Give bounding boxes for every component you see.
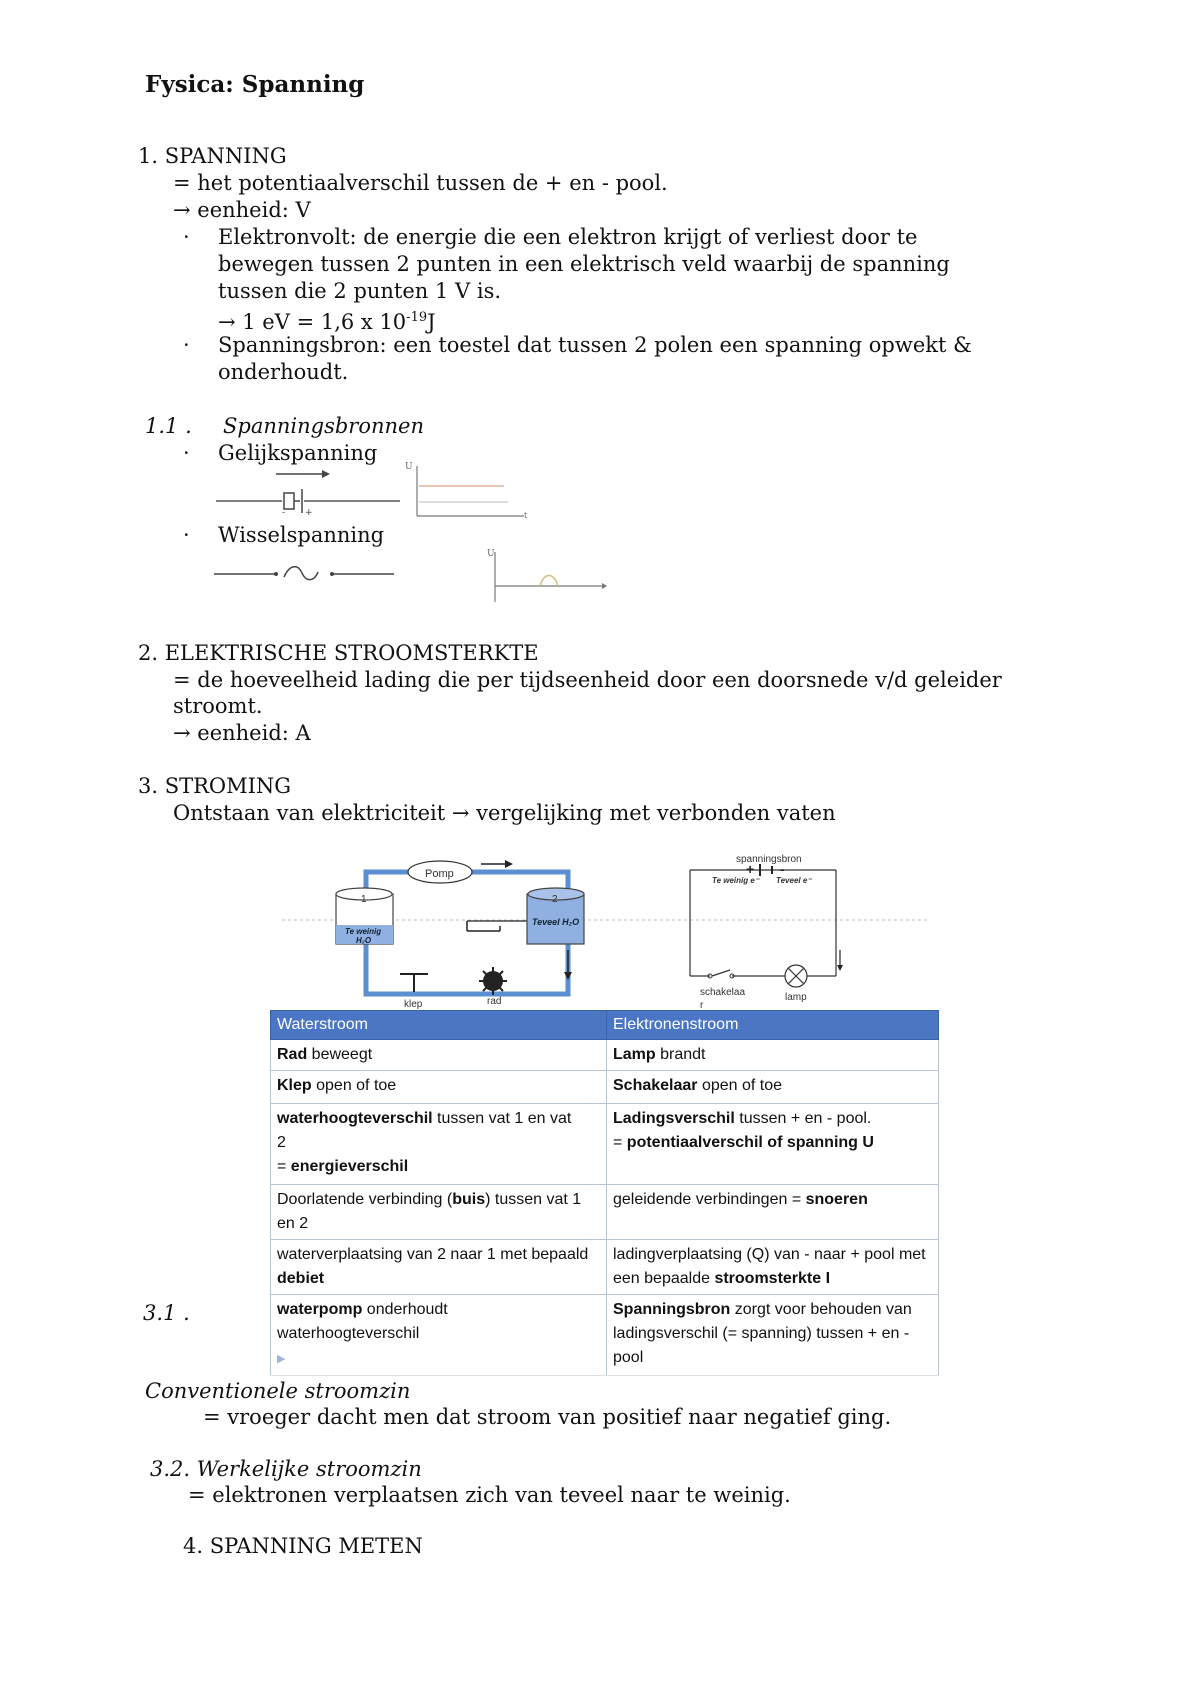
table-row: [271, 1240, 939, 1295]
section-3-2-heading: 3.2. Werkelijke stroomzin: [150, 1457, 422, 1481]
section-1-heading: 1. SPANNING: [138, 144, 287, 168]
bullet-icon: ·: [183, 225, 190, 249]
schakelaar-label-2: r: [700, 1000, 704, 1011]
table-cell: Klep open of toe: [271, 1071, 607, 1104]
electronvolt-line-2: bewegen tussen 2 punten in een elektrisch veld waarbij de spanning: [218, 252, 950, 276]
svg-text:-: -: [282, 508, 286, 518]
section-3-1-heading: Conventionele stroomzin: [145, 1379, 411, 1403]
section-3-2-definition: = elektronen verplaatsen zich van teveel naar te weinig.: [188, 1483, 791, 1507]
bullet-icon: ·: [183, 523, 190, 547]
svg-text:2: 2: [552, 894, 558, 905]
svg-text:1: 1: [361, 894, 367, 905]
section-1-definition: = het potentiaalverschil tussen de + en - pool.: [173, 171, 668, 195]
svg-text:U: U: [487, 549, 495, 559]
table-header-elektronenstroom: Elektronenstroom: [607, 1011, 939, 1040]
vat-1-icon: [336, 888, 393, 945]
bullet-icon: ·: [183, 441, 190, 465]
svg-text:Teveel e⁻: Teveel e⁻: [776, 876, 812, 885]
section-3-1-definition: = vroeger dacht men dat stroom van positief naar negatief ging.: [203, 1405, 892, 1429]
rad-label: rad: [487, 996, 502, 1007]
dc-source-symbol: [210, 465, 410, 518]
svg-text:Teveel H₂O: Teveel H₂O: [532, 917, 580, 927]
vat-2-icon: [527, 888, 584, 944]
svg-text:U: U: [405, 462, 413, 472]
section-1-1-number: 1.1 .: [145, 414, 192, 438]
wisselspanning-label: Wisselspanning: [218, 523, 385, 547]
ac-voltage-graph: [480, 546, 610, 606]
svg-text:H₂O: H₂O: [356, 936, 372, 945]
section-3-1-number: 3.1 .: [143, 1301, 190, 1325]
section-2-heading: 2. ELEKTRISCHE STROOMSTERKTE: [138, 641, 539, 665]
table-row: [271, 1104, 939, 1185]
table-cell: geleidende verbindingen = snoeren: [607, 1185, 939, 1240]
table-cell: Rad beweegt: [271, 1040, 607, 1071]
spanningsbron-line-2: onderhoudt.: [218, 360, 349, 384]
switch-icon: [708, 970, 734, 978]
lamp-icon: [785, 965, 807, 987]
schakelaar-label-1: schakelaa: [700, 987, 746, 998]
section-2-definition-1: = de hoeveelheid lading die per tijdseenheid door een doorsnede v/d geleider: [173, 668, 1002, 692]
table-header-row: [271, 1011, 939, 1040]
svg-text:+: +: [746, 861, 755, 877]
rad-icon: [479, 967, 507, 995]
svg-text:Te weinig: Te weinig: [345, 927, 382, 936]
section-1-1-heading: Spanningsbronnen: [223, 414, 424, 438]
gelijkspanning-label: Gelijkspanning: [218, 441, 378, 465]
svg-text:+: +: [305, 508, 313, 518]
table-cell: Doorlatende verbinding (buis) tussen vat 1 en 2: [271, 1185, 607, 1240]
klep-label: klep: [404, 999, 423, 1010]
section-3-line: Ontstaan van elektriciteit → vergelijking met verbonden vaten: [173, 801, 836, 825]
electronvolt-line-1: Elektronvolt: de energie die een elektron krijgt of verliest door te: [218, 225, 918, 249]
section-1-unit: → eenheid: V: [173, 198, 311, 222]
table-cell: waterverplaatsing van 2 naar 1 met bepaald debiet: [271, 1240, 607, 1295]
ac-source-symbol: [210, 562, 400, 586]
section-2-definition-2: stroomt.: [173, 694, 263, 718]
svg-text:Pomp: Pomp: [425, 868, 454, 880]
table-row: [271, 1185, 939, 1240]
svg-text:-: -: [780, 861, 785, 877]
table-cell: Lamp brandt: [607, 1040, 939, 1071]
electronvolt-formula: → 1 eV = 1,6 x $10^{-19}J$: [218, 310, 436, 334]
table-cell: waterhoogteverschil tussen vat 1 en vat 2 = energieverschil: [271, 1104, 607, 1185]
table-cell: Schakelaar open of toe: [607, 1071, 939, 1104]
table-row: [271, 1071, 939, 1104]
play-icon: ▶: [277, 1353, 286, 1365]
svg-text:t: t: [524, 511, 528, 520]
table-cell: ladingverplaatsing (Q) van - naar + pool met een bepaalde stroomsterkte I: [607, 1240, 939, 1295]
table-cell: waterpomp onderhoudt waterhoogteverschil ▶: [271, 1295, 607, 1376]
spanningsbron-label: spanningsbron: [736, 854, 802, 865]
spanningsbron-line-1: Spanningsbron: een toestel dat tussen 2 polen een spanning opwekt &: [218, 333, 972, 357]
section-2-unit: → eenheid: A: [173, 721, 311, 745]
section-4-heading: 4. SPANNING METEN: [183, 1534, 423, 1558]
analogy-diagram: [280, 850, 940, 1011]
dc-voltage-graph: [400, 458, 530, 522]
table-row: [271, 1295, 939, 1376]
table-cell: Spanningsbron zorgt voor behouden van ladingsverschil (= spanning) tussen + en - pool: [607, 1295, 939, 1376]
page-title: Fysica: Spanning: [145, 71, 365, 98]
comparison-table: [270, 1010, 939, 1376]
section-3-heading: 3. STROMING: [138, 774, 292, 798]
lamp-label: lamp: [785, 992, 807, 1003]
table-header-waterstroom: Waterstroom: [271, 1011, 607, 1040]
table-row: [271, 1040, 939, 1071]
electronvolt-line-3: tussen die 2 punten 1 V is.: [218, 279, 502, 303]
table-cell: Ladingsverschil tussen + en - pool. = potentiaalverschil of spanning U: [607, 1104, 939, 1185]
bullet-icon: ·: [183, 333, 190, 357]
svg-text:Te weinig e⁻: Te weinig e⁻: [712, 876, 760, 885]
